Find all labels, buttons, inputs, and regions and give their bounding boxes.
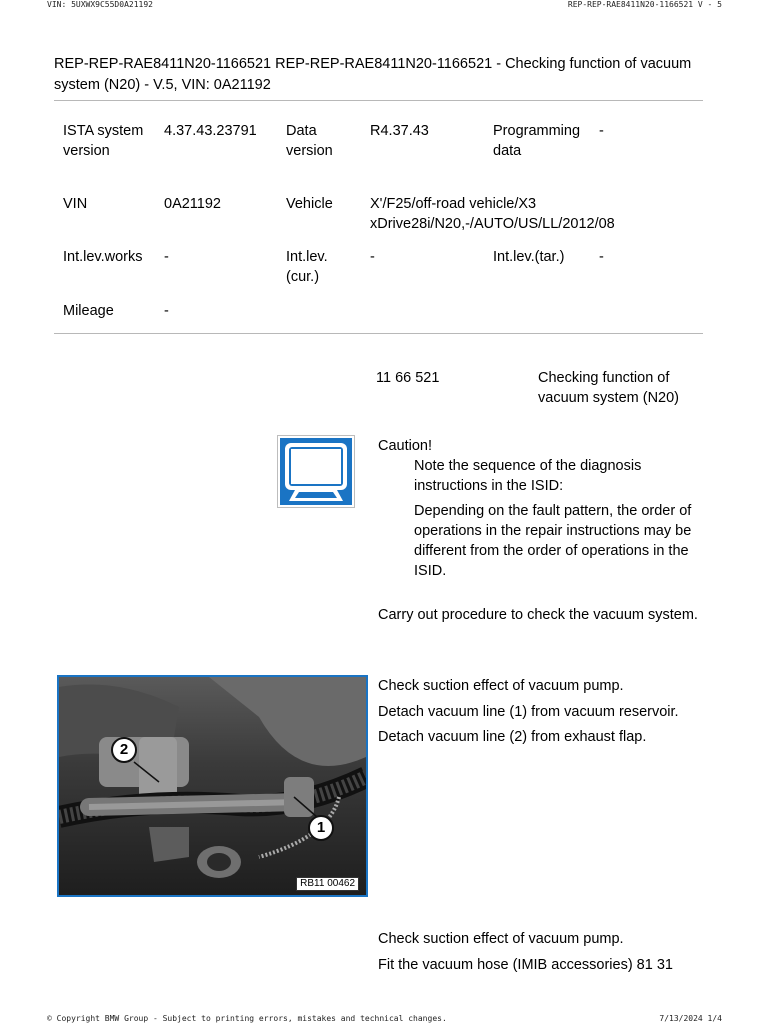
mileage-value: - [164,303,169,319]
footer-copyright: © Copyright BMW Group - Subject to printing errors, mistakes and technical changes. [47,1014,447,1023]
step1-line-2: Detach vacuum line (2) from exhaust flap. [378,729,647,745]
int-lev-tar-value: - [599,249,604,265]
programming-label: Programming data [493,123,581,159]
int-lev-cur-value: - [370,249,375,265]
mileage-label: Mileage [63,303,114,319]
caution-line-2: Depending on the fault pattern, the order of operations in the repair instructions may be different from the order of operations in the ISID. [414,503,692,579]
caution-line-1: Note the sequence of the diagnosis instructions in the ISID: [414,458,642,494]
repair-name: Checking function of vacuum system (N20) [538,370,680,406]
header-vin: VIN: 5UXWX9C55D0A21192 [47,0,153,9]
int-lev-cur-label: Int.lev. (cur.) [286,249,328,285]
callout-1: 1 [308,815,334,841]
running-footer [0,1014,768,1024]
step2-heading: Check suction effect of vacuum pump. [378,931,624,947]
engine-photo [57,675,368,897]
int-lev-works-label: Int.lev.works [63,249,143,265]
divider-top [54,100,703,101]
footer-date-page: 7/13/2024 1/4 [659,1014,722,1023]
caution-heading: Caution! [378,438,433,454]
divider-bottom [54,333,703,334]
procedure-intro: Carry out procedure to check the vacuum system. [378,607,698,623]
vehicle-label: Vehicle [286,196,333,212]
data-version-value: R4.37.43 [370,123,429,139]
ista-value: 4.37.43.23791 [164,123,257,139]
step1-heading: Check suction effect of vacuum pump. [378,678,624,694]
step1-line-1: Detach vacuum line (1) from vacuum reservoir. [378,704,679,720]
int-lev-tar-label: Int.lev.(tar.) [493,249,565,265]
data-version-label: Data version [286,123,333,159]
monitor-icon [277,435,355,508]
vehicle-value: X'/F25/off-road vehicle/X3 xDrive28i/N20,-/AUTO/US/LL/2012/08 [370,196,615,232]
callout-2: 2 [111,737,137,763]
vin-value: 0A21192 [164,196,221,212]
header-doc-id: REP-REP-RAE8411N20-1166521 V - 5 [567,0,722,9]
repair-number: 11 66 521 [376,370,440,386]
programming-value: - [599,123,604,139]
step2-line-1: Fit the vacuum hose (IMIB accessories) 81 31 [378,957,673,973]
document-title: REP-REP-RAE8411N20-1166521 REP-REP-RAE8411N20-1166521 - Checking function of vacuum system (N20) - V.5, VIN: 0A21192 [54,56,692,93]
running-header [0,0,768,10]
ista-label: ISTA system version [63,123,144,159]
int-lev-works-value: - [164,249,169,265]
vin-label: VIN [63,196,88,212]
image-label: RB11 00462 [296,877,359,891]
